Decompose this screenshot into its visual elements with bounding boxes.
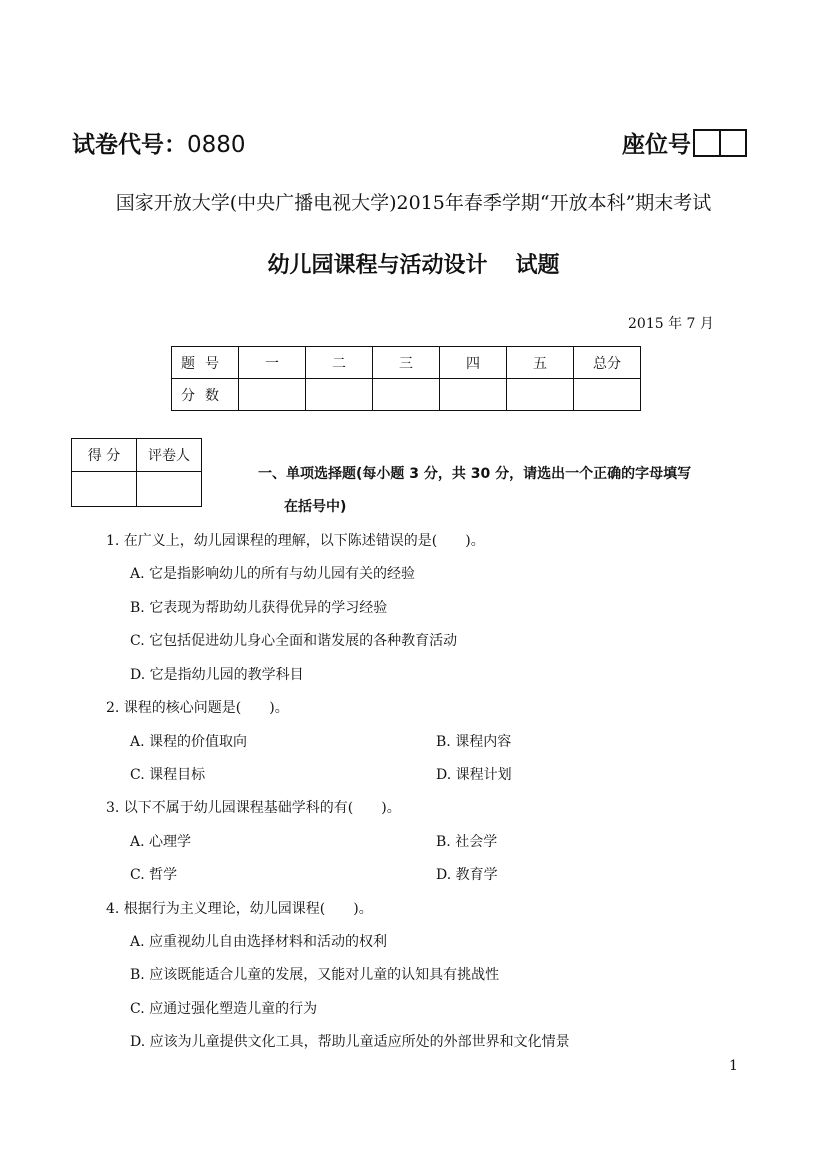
column-header: 四 <box>440 347 507 379</box>
column-header: 五 <box>507 347 574 379</box>
question-stem: 4. 根据行为主义理论，幼儿园课程( )。 <box>106 901 373 917</box>
score-cell <box>507 379 574 411</box>
score-cell <box>306 379 373 411</box>
question-option: B. 课程内容 <box>436 734 512 750</box>
question-option: D. 课程计划 <box>436 767 512 783</box>
score-cell <box>574 379 641 411</box>
question-option: A. 应重视幼儿自由选择材料和活动的权利 <box>130 934 388 950</box>
question-option: A. 它是指影响幼儿的所有与幼儿园有关的经验 <box>130 566 416 582</box>
question-option: D. 教育学 <box>436 867 498 883</box>
section-heading: 一、单项选择题(每小题 3 分，共 30 分，请选出一个正确的字母填写 <box>258 466 692 482</box>
column-header: 三 <box>373 347 440 379</box>
question-option: B. 它表现为帮助幼儿获得优异的学习经验 <box>130 600 388 616</box>
question-option: C. 哲学 <box>130 867 178 883</box>
grader-name-cell <box>137 472 202 507</box>
grader-table <box>71 438 202 507</box>
exam-date: 2015 年 7 月 <box>628 316 714 332</box>
seat-number <box>622 126 747 159</box>
exam-title <box>0 248 827 279</box>
question-option: A. 课程的价值取向 <box>130 734 248 750</box>
column-header: 二 <box>306 347 373 379</box>
page-number: 1 <box>729 1058 738 1074</box>
question-option: C. 应通过强化塑造儿童的行为 <box>130 1001 318 1017</box>
question-option: A. 心理学 <box>130 834 192 850</box>
column-header-total: 总分 <box>574 347 641 379</box>
score-cell <box>440 379 507 411</box>
column-header: 一 <box>239 347 306 379</box>
row-label-question: 题号 <box>172 347 239 379</box>
seat-box <box>693 129 721 157</box>
paper-code-line <box>72 126 246 159</box>
grader-name-header: 评卷人 <box>137 439 202 472</box>
question-option: C. 它包括促进幼儿身心全面和谐发展的各种教育活动 <box>130 633 458 649</box>
grader-body-row <box>72 472 202 507</box>
grader-score-cell <box>72 472 137 507</box>
score-cell <box>239 379 306 411</box>
seat-boxes <box>693 129 747 157</box>
grader-score-header: 得 分 <box>72 439 137 472</box>
question-stem: 1. 在广义上，幼儿园课程的理解，以下陈述错误的是( )。 <box>106 533 485 549</box>
paper-code: 0880 <box>187 132 246 158</box>
title-suffix: 试题 <box>515 253 560 278</box>
score-table-score-row <box>172 379 641 411</box>
seat-box <box>721 129 747 157</box>
question-option: D. 应该为儿童提供文化工具，帮助儿童适应所处的外部世界和文化情景 <box>130 1034 570 1050</box>
score-table-header-row <box>172 347 641 379</box>
question-option: C. 课程目标 <box>130 767 206 783</box>
question-option: B. 应该既能适合儿童的发展，又能对儿童的认知具有挑战性 <box>130 967 500 983</box>
university-line: 国家开放大学(中央广播电视大学)2015年春季学期“开放本科”期末考试 <box>115 192 712 214</box>
seat-label: 座位号 <box>622 132 691 158</box>
question-option: D. 它是指幼儿园的教学科目 <box>130 667 304 683</box>
grader-header-row <box>72 439 202 472</box>
course-name: 幼儿园课程与活动设计 <box>267 253 488 278</box>
section-heading-cont: 在括号中) <box>284 499 347 515</box>
paper-code-label: 试卷代号： <box>72 132 187 158</box>
row-label-score: 分数 <box>172 379 239 411</box>
score-cell <box>373 379 440 411</box>
question-stem: 3. 以下不属于幼儿园课程基础学科的有( )。 <box>106 800 401 816</box>
question-option: B. 社会学 <box>436 834 498 850</box>
question-stem: 2. 课程的核心问题是( )。 <box>106 700 289 716</box>
score-table <box>171 346 641 411</box>
